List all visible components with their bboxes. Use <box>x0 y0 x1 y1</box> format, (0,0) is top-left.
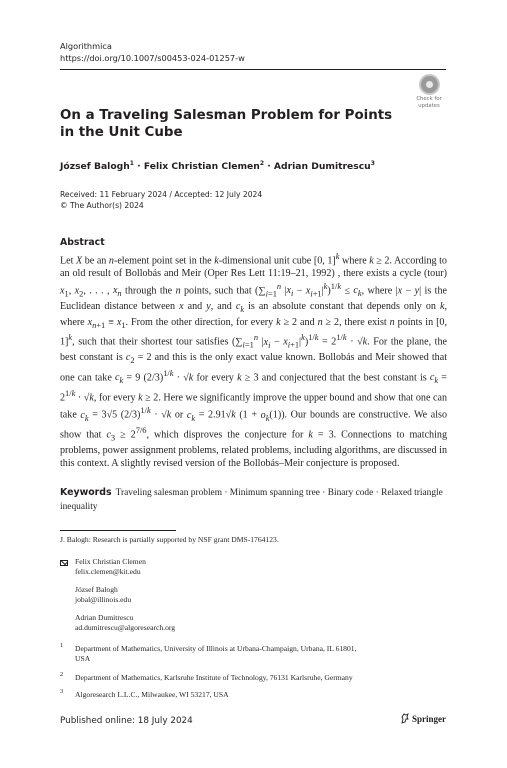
publisher-name: Springer <box>412 714 447 724</box>
springer-horse-icon <box>400 713 410 724</box>
author-separator: · <box>137 161 141 173</box>
author-3-affil: 3 <box>370 160 375 167</box>
author-1-affil: 1 <box>129 160 134 167</box>
author-3: Adrian Dumitrescu <box>273 161 371 173</box>
author-2-affil: 2 <box>259 160 264 167</box>
author-2: Felix Christian Clemen <box>143 161 260 173</box>
paper-title: On a Traveling Salesman Problem for Points in the Unit Cube <box>60 108 393 140</box>
affiliation-number: 1 <box>60 642 64 649</box>
contact-name: Felix Christian Clemen <box>75 557 146 566</box>
published-date: Published online: 18 July 2024 <box>60 716 193 726</box>
funding-footnote: J. Balogh: Research is partially supported by NSF grant DMS-1764123. <box>60 535 279 544</box>
keywords-text: Traveling salesman problem · Minimum spanning tree · Binary code · Relaxed triangle inequality <box>60 488 443 512</box>
contact-name: József Balogh <box>75 585 118 594</box>
footnote-rule <box>60 530 176 531</box>
check-for-updates-icon <box>419 74 440 95</box>
check-for-updates-badge[interactable] <box>410 74 448 108</box>
affiliation-text <box>75 644 440 664</box>
journal-name: Algorithmica <box>60 41 112 51</box>
author-list <box>60 158 375 173</box>
contact-email[interactable]: felix.clemen@kit.edu <box>75 567 141 576</box>
contact-email[interactable]: ad.dumitrescu@algoresearch.org <box>75 623 176 632</box>
affiliation-line: USA <box>75 654 91 664</box>
received-accepted: Received: 11 February 2024 / Accepted: 12 July 2024 <box>60 190 263 199</box>
header-rule <box>60 69 446 70</box>
dates-block <box>60 190 262 211</box>
affiliation-text: Department of Mathematics, Karlsruhe Institute of Technology, 76131 Karlsruhe, Germany <box>75 673 353 682</box>
affiliation-text: Algoresearch L.L.C., Milwaukee, WI 53217, USA <box>75 690 229 699</box>
keywords-block <box>60 486 446 514</box>
badge-line-1: Check for <box>416 96 442 102</box>
abstract-heading: Abstract <box>60 237 105 248</box>
keywords-label: Keywords <box>60 487 112 498</box>
journal-header <box>60 41 245 64</box>
abstract-body: Let X be an n-element point set in the k-dimensional unit cube [0, 1]$^k$ where k ≥ 2. According to an old result of Bollobás and Meir (Oper Res Lett 11:19–21, 1992) , there exists a cycle (tour) $x_1$, $x_2$, . . . , $x_n$ through the n points, such that ($\sum_{i=1}^n$ $|x_i - x_{i+1}|^k)^{1/k} \le c_k$, where |x − y| is the Euclidean distance between x and y, and $c_k$ is an absolute constant that depends only on k, where $x_{n+1} \equiv x_1$. From the other direction, for every k ≥ 2 and n ≥ 2, there exist n points in [0, 1]$^k$, such that their shortest tour satisfies ($\sum_{i=1}^n$ $|x_i - x_{i+1}|^k)^{1/k} = 2^{1/k} \cdot √k$. For the plane, the best constant is $c_2 = 2$ and this is the only exact value known. Bollobás and Meir showed that one can take $c_k = 9$ $(2/3)^{1/k} \cdot √k$ for every k ≥ 3 and conjectured that the best constant is $c_k = 2^{1/k} \cdot √k$, for every k ≥ 2. Here we significantly improve the upper bound and show that one can take $c_k = 3√5$ $(2/3)^{1/k} \cdot √k$ or $c_k = 2.91√k$ $(1 + o_k(1))$. Our bounds are constructive. We also show that $c_3 \ge 2^{7/6}$, which disproves the conjecture for k = 3. Connections to matching problems, power assignment problems, related problems, including algorithms, are discussed in this context. A slightly revised version of the Bollobás–Meir conjecture is proposed. <box>60 252 448 470</box>
envelope-icon <box>60 560 68 566</box>
doi-link[interactable]: https://doi.org/10.1007/s00453-024-01257-w <box>60 52 245 63</box>
affiliation-number: 3 <box>60 688 64 695</box>
badge-line-2: updates <box>418 103 440 109</box>
author-separator: · <box>267 161 271 173</box>
author-1: József Balogh <box>60 161 130 173</box>
copyright: © The Author(s) 2024 <box>60 200 144 210</box>
publisher-logo <box>400 713 446 724</box>
contact-email[interactable]: jobal@illinois.edu <box>75 595 132 604</box>
affiliation-number: 2 <box>60 671 64 678</box>
contact-name: Adrian Dumitrescu <box>75 613 134 622</box>
affiliation-line: Department of Mathematics, University of Illinois at Urbana-Champaign, Urbana, IL 61801, <box>75 644 357 653</box>
